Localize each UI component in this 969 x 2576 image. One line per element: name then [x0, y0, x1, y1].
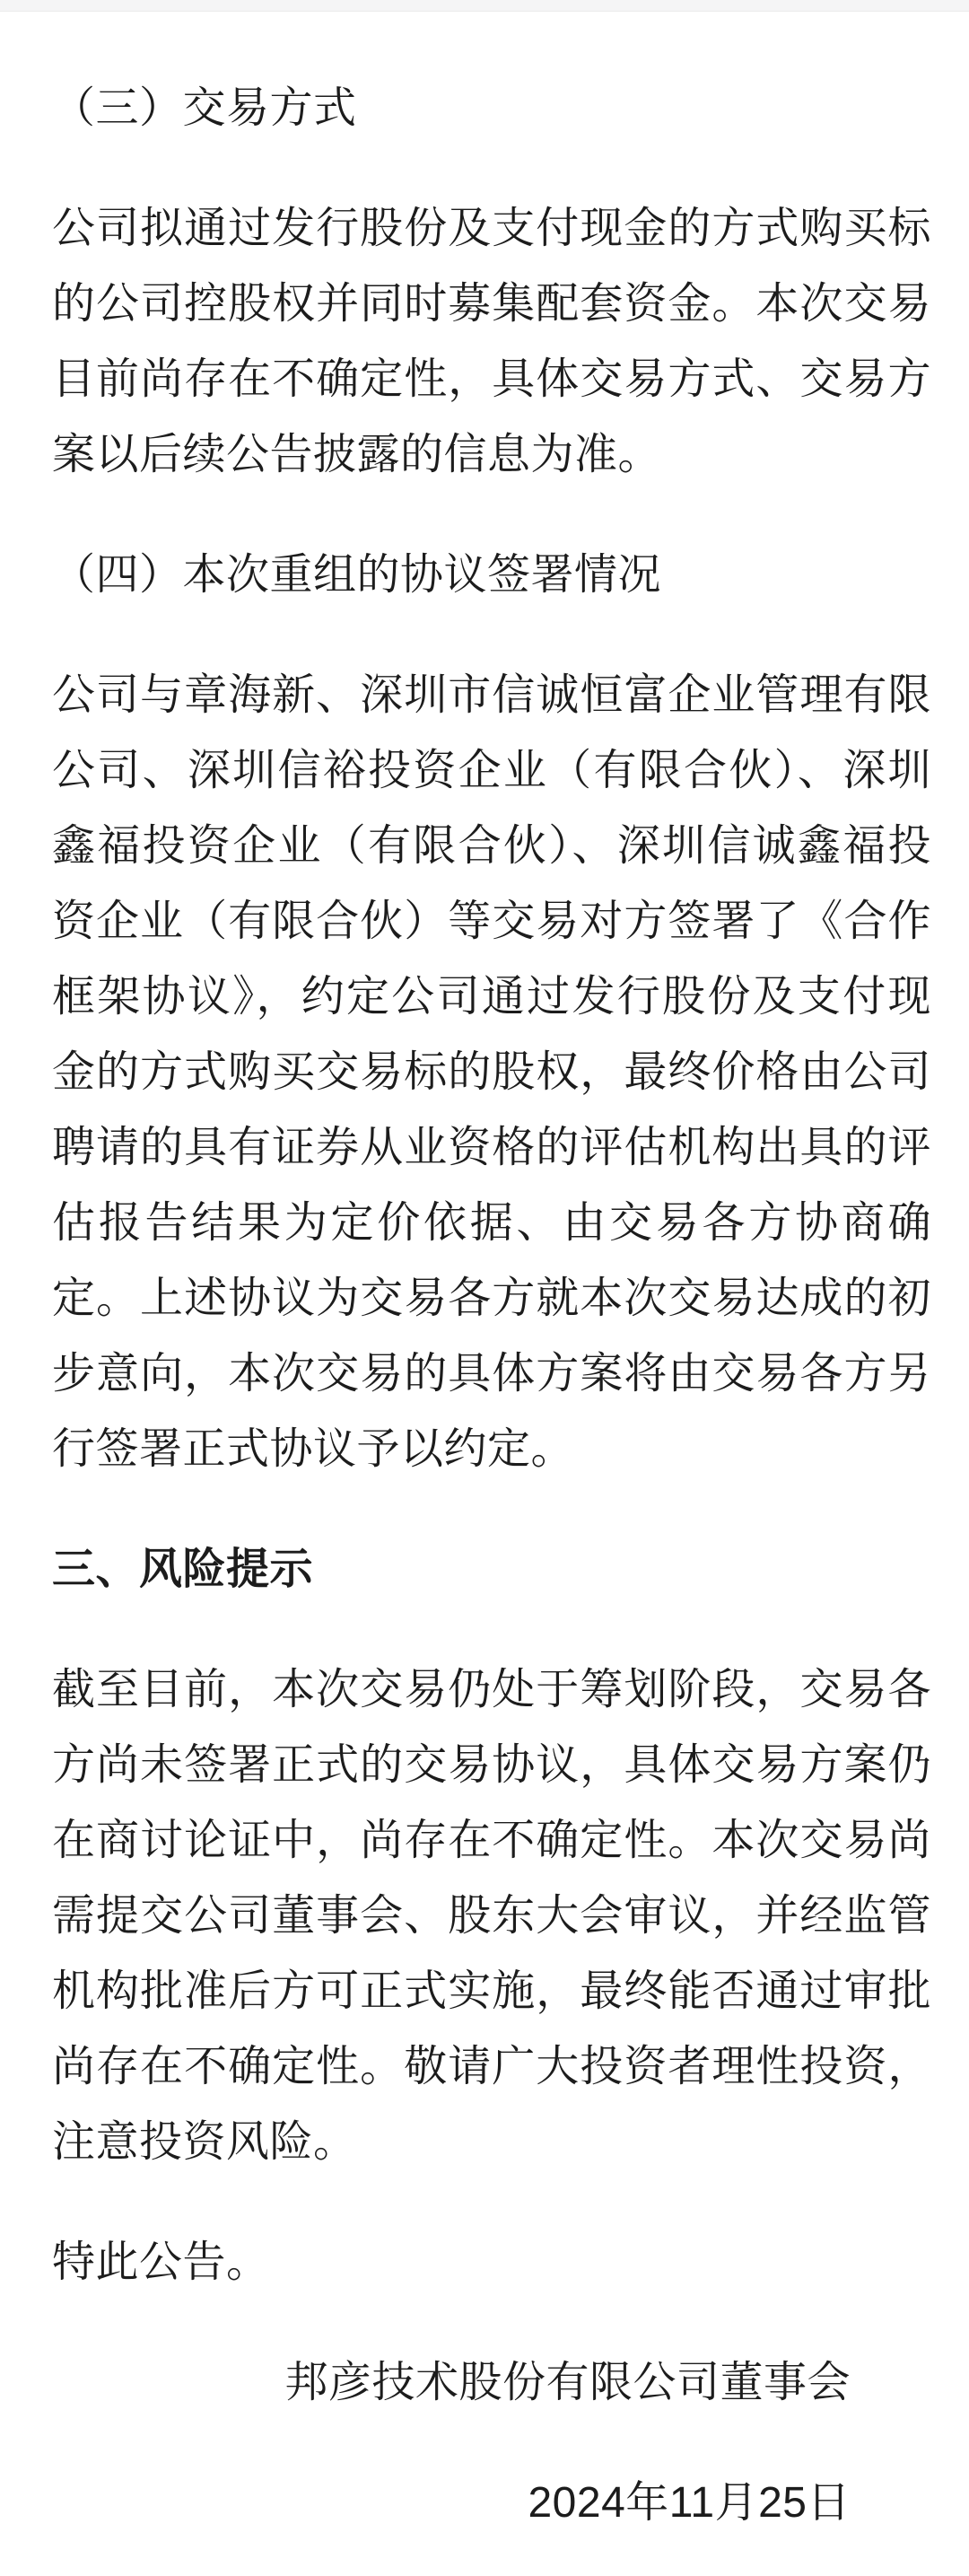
paragraph-agreement-signing: 公司与章海新、深圳市信诚恒富企业管理有限公司、深圳信裕投资企业（有限合伙）、深圳鑫福投资企业（有限合伙）、深圳信诚鑫福投资企业（有限合伙）等交易对方签署了《合作框架协议》，约定公司通过发行股份及支付现金的方式购买交易标的股权，最终价格由公司聘请的具有证券从业资格的评估机构出具的评估报告结果为定价依据、由交易各方协商确定。上述协议为交易各方就本次交易达成的初步意向，本次交易的具体方案将由交易各方另行签署正式协议予以约定。 — [52, 671, 931, 1473]
paragraph-transaction-method: 公司拟通过发行股份及支付现金的方式购买标的公司控股权并同时募集配套资金。本次交易目前尚存在不确定性，具体交易方式、交易方案以后续公告披露的信息为准。 — [52, 205, 931, 478]
announcement-date: 2024年11月25日 — [528, 2479, 851, 2527]
top-edge-strip — [0, 0, 969, 12]
paragraph-risk-warning: 截至目前，本次交易仍处于筹划阶段，交易各方尚未签署正式的交易协议，具体交易方案仍在商讨论证中，尚存在不确定性。本次交易尚需提交公司董事会、股东大会审议，并经监管机构批准后方可正式实施，最终能否通过审批尚存在不确定性。敬请广大投资者理性投资，注意投资风险。 — [52, 1666, 931, 2166]
section-heading-transaction-method: （三）交易方式 — [52, 84, 357, 132]
section-heading-agreement-signing: （四）本次重组的协议签署情况 — [52, 551, 662, 599]
section-heading-risk-warning: 三、风险提示 — [52, 1546, 314, 1593]
document-body — [0, 12, 969, 2541]
issuer-signature: 邦彦技术股份有限公司董事会 — [284, 2359, 851, 2406]
closing-statement: 特此公告。 — [52, 2239, 270, 2286]
